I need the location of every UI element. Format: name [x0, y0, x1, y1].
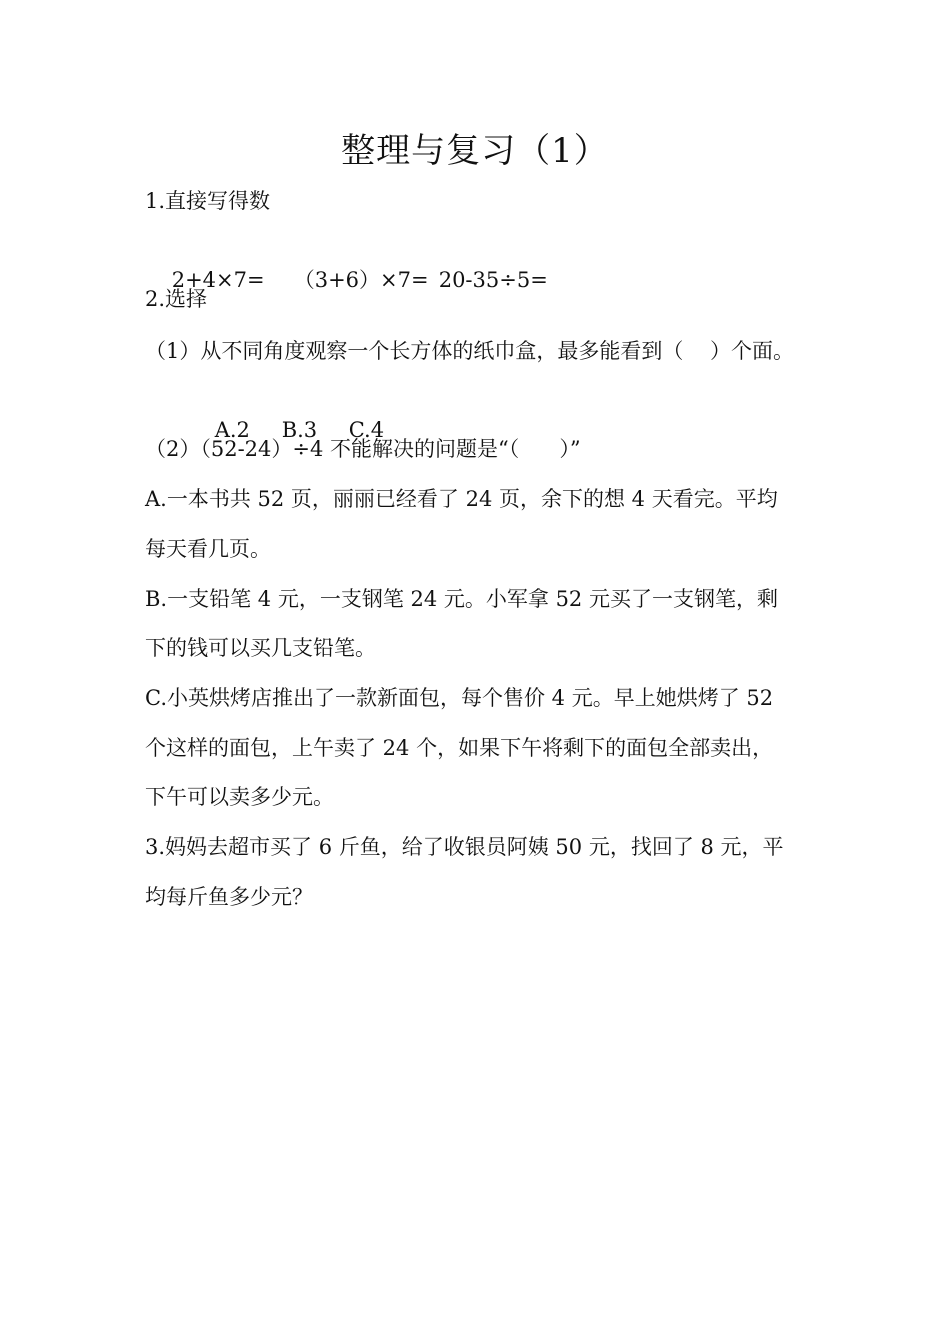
- question-2-heading: 2.选择: [145, 287, 208, 311]
- question-2-2-option-a-line-2: 每天看几页。: [145, 537, 271, 561]
- page-title: 整理与复习（1）: [341, 131, 609, 171]
- option-b: B.3: [281, 418, 318, 442]
- question-2-1-text: （1）从不同角度观察一个长方体的纸巾盒，最多能看到（ ）个面。: [145, 339, 795, 363]
- question-2-2-option-c-line-2: 个这样的面包，上午卖了 24 个，如果下午将剩下的面包全部卖出，: [145, 736, 774, 760]
- question-1-heading: 1.直接写得数: [145, 189, 271, 213]
- question-2-2-option-c-line-3: 下午可以卖多少元。: [145, 785, 334, 809]
- question-2-2-option-a-line-1: A.一本书共 52 页，丽丽已经看了 24 页，余下的想 4 天看完。平均: [145, 487, 778, 511]
- option-c: C.4: [348, 418, 385, 442]
- calc-item-3: 20-35÷5=: [438, 268, 548, 292]
- question-2-2-option-b-line-1: B.一支铅笔 4 元，一支钢笔 24 元。小军拿 52 元买了一支钢笔，剩: [145, 587, 778, 611]
- calc-item-1: 2+4×7=: [171, 268, 265, 292]
- question-2-2-option-c-line-1: C.小英烘烤店推出了一款新面包，每个售价 4 元。早上她烘烤了 52: [145, 686, 774, 710]
- question-2-2-option-b-line-2: 下的钱可以买几支铅笔。: [145, 636, 376, 660]
- option-a: A.2: [214, 418, 250, 442]
- question-3-line-1: 3.妈妈去超市买了 6 斤鱼，给了收银员阿姨 50 元，找回了 8 元，平: [145, 835, 784, 859]
- question-2-2-text: （2）（52-24）÷4 不能解决的问题是“（ ）”: [145, 437, 581, 461]
- question-3-line-2: 均每斤鱼多少元？: [145, 885, 313, 909]
- calc-item-2: （3+6）×7=: [293, 268, 429, 292]
